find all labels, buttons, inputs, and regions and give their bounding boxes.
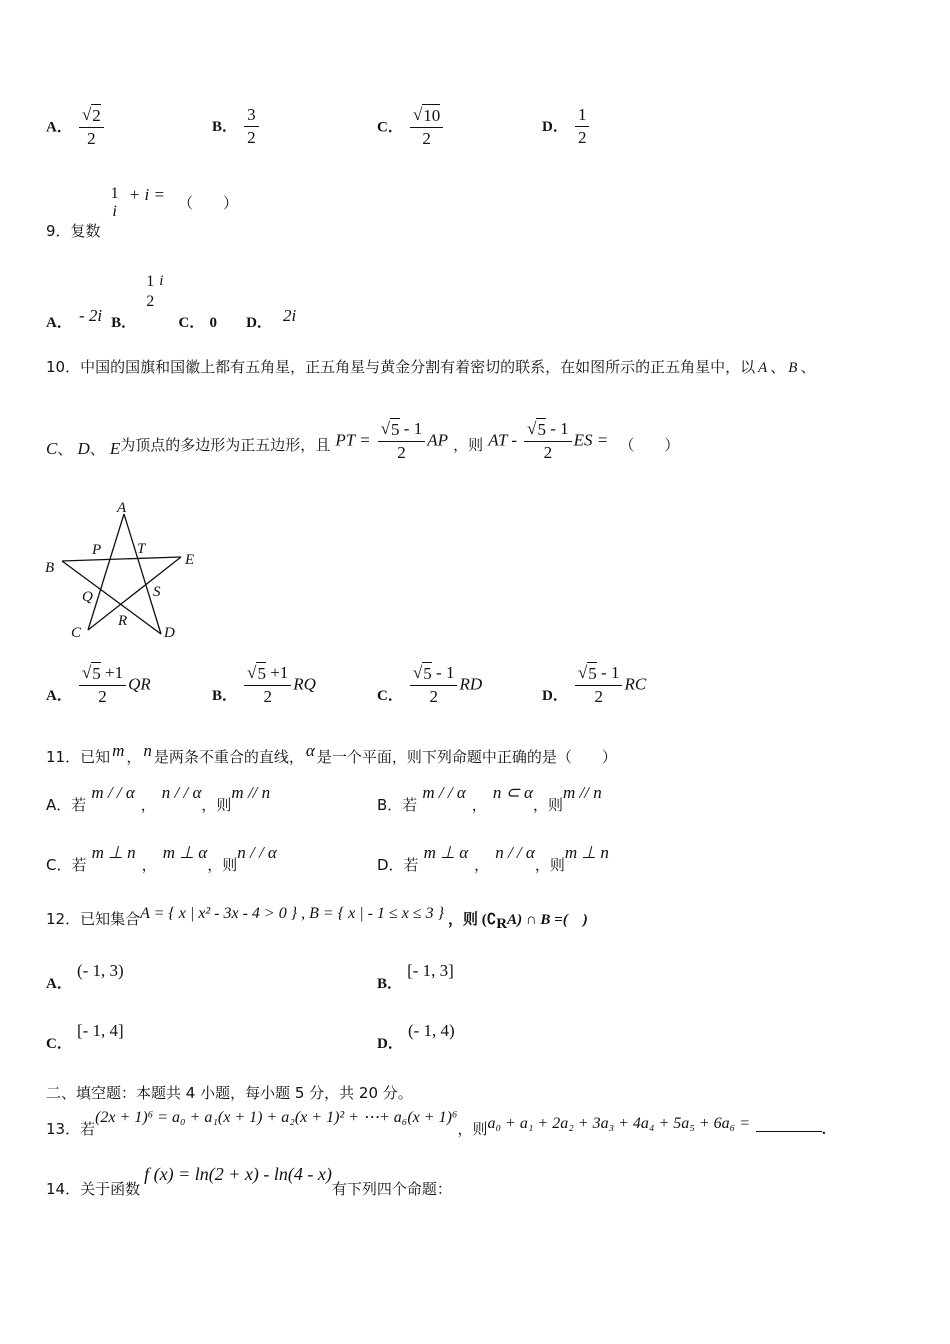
denominator: 2: [429, 687, 438, 706]
q12-option-a: [46, 960, 124, 992]
answer-blank[interactable]: [756, 1131, 822, 1132]
section-heading: 二、填空题：本题共 4 小题，每小题 5 分，共 20 分。: [46, 1084, 413, 1102]
denominator: 2: [422, 129, 431, 148]
numerator: 3: [244, 104, 259, 127]
vector: RD: [459, 674, 483, 694]
option-label: A．: [46, 687, 72, 704]
point-d: D: [77, 438, 90, 458]
radicand: 5: [92, 664, 101, 683]
sign: - 1: [596, 663, 620, 682]
q14-label: 14．关于函数: [46, 1180, 141, 1198]
q9-text: 复数: [70, 221, 101, 240]
q9-options: [46, 272, 297, 331]
denominator: 2: [146, 293, 155, 310]
q11-option-c: C．若 m ⊥ n，m ⊥ α，则n / / α: [46, 843, 277, 874]
minus-one: - 1: [545, 419, 569, 438]
radicand: 5: [537, 420, 546, 439]
fraction: [244, 104, 259, 149]
fraction: √ 2 2: [79, 104, 104, 150]
q10-blank: （ ）: [619, 435, 680, 454]
premise-2: n / / α: [161, 783, 202, 802]
q9-option-c: 0: [209, 314, 217, 331]
separator: 、: [89, 439, 105, 458]
conclusion: m // n: [563, 783, 602, 802]
numerator: 1: [575, 104, 590, 127]
q12-option-c: [46, 1020, 124, 1052]
q9-option-a: - 2i: [78, 305, 103, 325]
then: ，则: [207, 856, 238, 874]
subscript-r: R: [496, 916, 508, 933]
then: ，则: [201, 796, 232, 814]
q12-option-b: [377, 960, 454, 992]
radicand: 10: [423, 106, 441, 125]
q9-expr-tail: + i =: [128, 184, 165, 204]
fraction: √ 10 2: [410, 104, 443, 150]
set-definitions: A = { x | x² - 3x - 4 > 0 } , B = { x | - 1 ≤ x ≤ 3 }: [140, 905, 444, 922]
fraction: √ 5 - 1 2: [410, 662, 458, 708]
q13-target-sum: a₀ + a₁ + 2a₂ + 3a₃ + 4a₄ + 5a₅ + 6a₆ =: [487, 1115, 750, 1132]
denominator: 2: [247, 128, 256, 147]
sign: +1: [100, 663, 124, 682]
q10-option-d: [542, 662, 646, 708]
vector: RC: [624, 674, 647, 694]
label-S: S: [153, 584, 161, 600]
then: ，则: [532, 796, 563, 814]
vector: QR: [128, 674, 151, 694]
q10-line1: [46, 356, 815, 377]
point-b: B: [788, 360, 798, 376]
ap-vector: AP: [427, 430, 448, 450]
fraction: √ 5 - 1 2: [575, 662, 623, 708]
option-label: D．: [377, 1036, 403, 1052]
q13-expansion: (2x + 1)⁶ = a₀ + a₁(x + 1) + a₂(x + 1)² + ⋯+ a₆(x + 1)⁶: [95, 1109, 458, 1126]
q9-option-d-label: D．: [246, 314, 272, 331]
complement-expr: ，则 (∁: [447, 912, 497, 928]
denominator: i: [112, 203, 117, 220]
q8-option-b: [212, 104, 261, 149]
option-label: C．: [377, 687, 403, 704]
golden-ratio-fraction-2: √ 5 - 1 2: [524, 418, 572, 464]
premise-2: m ⊥ α: [162, 843, 208, 862]
premise-1: m ⊥ n: [91, 843, 136, 862]
option-label: D．: [542, 119, 568, 135]
interval: (- 1, 4): [407, 1021, 455, 1040]
q11-option-d: D．若 m ⊥ α，n / / α，则m ⊥ n: [377, 843, 609, 874]
option-label: A．: [46, 976, 72, 992]
q9-option-d: 2i: [283, 305, 297, 325]
premise-1: m ⊥ α: [423, 843, 469, 862]
q8-option-c: [377, 104, 445, 150]
pentagram-figure: [40, 498, 210, 643]
numerator: 1: [110, 185, 119, 202]
q13-label: 13．若: [46, 1120, 96, 1138]
q10-line2: [46, 418, 679, 464]
label-B: B: [45, 560, 55, 576]
q10-option-c: [377, 662, 482, 708]
comma: ，: [126, 748, 142, 766]
q11-option-a: A．若 m / / α，n / / α，则m // n: [46, 783, 271, 814]
option-label: C．若: [46, 856, 87, 874]
premise-2: n / / α: [495, 843, 535, 862]
q12-option-d: [377, 1020, 455, 1052]
q10-condition-text: 为顶点的多边形为正五边形，且: [120, 435, 331, 454]
q13: [46, 1106, 826, 1138]
label-C: C: [71, 625, 82, 641]
option-label: C．: [46, 1036, 72, 1052]
fraction: √ 5 +1 2: [79, 662, 126, 708]
q9-stem: [46, 184, 239, 240]
label-P: P: [92, 542, 102, 558]
interval: (- 1, 3): [76, 961, 124, 980]
option-label: B．: [377, 976, 403, 992]
option-label: B．: [212, 119, 238, 135]
radicand: 5: [257, 664, 266, 683]
premise-2: n ⊂ α: [492, 783, 533, 802]
denominator: 2: [87, 129, 96, 148]
q9-option-b-label: B．: [111, 314, 137, 331]
fraction: [575, 104, 590, 149]
q10-option-a: [46, 662, 151, 708]
golden-ratio-fraction: √ 5 - 1 2: [378, 418, 426, 464]
q11-text-b: 是两条不重合的直线，: [153, 748, 304, 766]
denominator: 2: [263, 687, 272, 706]
option-label: A．: [46, 119, 72, 136]
q9-option-c-label: C．: [178, 314, 205, 331]
conclusion: m // n: [231, 783, 271, 802]
q9-option-b-tail: i: [159, 272, 164, 289]
separator: 、: [57, 439, 73, 458]
option-label: C．: [377, 119, 403, 136]
option-label: B．若: [377, 796, 418, 814]
q9-option-a-label: A．: [46, 314, 72, 331]
q14-tail: 有下列四个命题：: [331, 1180, 452, 1198]
q14: [46, 1164, 452, 1198]
q12-text: 12．已知集合: [46, 910, 141, 928]
var-n: n: [143, 741, 152, 760]
separator: 、: [800, 358, 816, 376]
then-text: ，则: [453, 435, 484, 454]
q10-option-b: [212, 662, 316, 708]
q11-text-c: 是一个平面，则下列命题中正确的是（ ）: [316, 748, 617, 766]
label-A: A: [117, 500, 127, 516]
radicand: 5: [391, 420, 400, 439]
q8-option-a: [46, 104, 106, 150]
radicand: 5: [588, 664, 597, 683]
q10-text: 10．中国的国旗和国徽上都有五角星，正五角星与黄金分割有着密切的联系，在如图所示的正五角星中，以: [46, 358, 756, 376]
interval: [- 1, 4]: [76, 1021, 124, 1040]
q9-fraction: [108, 185, 122, 221]
label-D: D: [164, 625, 175, 641]
option-label: B．: [212, 687, 238, 704]
then: ，则: [457, 1120, 488, 1138]
label-R: R: [118, 613, 128, 629]
var-alpha: α: [305, 741, 315, 760]
q14-function: f (x) = ln(2 + x) - ln(4 - x): [144, 1164, 332, 1184]
vector: RQ: [293, 674, 316, 694]
period: .: [822, 1122, 826, 1138]
interval: [- 1, 3]: [407, 961, 454, 980]
option-label: D．若: [377, 856, 419, 874]
point-a: A: [758, 360, 768, 376]
label-T: T: [137, 541, 146, 557]
label-E: E: [185, 552, 195, 568]
pt-expr-left: PT =: [335, 430, 371, 450]
premise-1: m / / α: [91, 783, 135, 802]
numerator: 1: [146, 273, 155, 290]
q11-option-b: B．若 m / / α，n ⊂ α，则m // n: [377, 783, 602, 814]
conclusion: n / / α: [237, 843, 277, 862]
minus-one: - 1: [399, 419, 423, 438]
point-e: E: [109, 438, 121, 458]
q9-number: 9．: [46, 221, 71, 240]
radicand: 2: [92, 106, 101, 125]
denominator: 2: [397, 443, 406, 462]
q12-stem: [46, 902, 588, 933]
sign: - 1: [431, 663, 455, 682]
denominator: 2: [594, 687, 603, 706]
point-c: C: [46, 438, 58, 458]
premise-1: m / / α: [422, 783, 466, 802]
radicand: 5: [423, 664, 432, 683]
fraction: √ 5 +1 2: [244, 662, 291, 708]
label-Q: Q: [82, 589, 93, 605]
es-expr: ES =: [573, 430, 609, 450]
option-label: D．: [542, 687, 568, 704]
q9-option-b-fraction: [143, 272, 157, 312]
denominator: 2: [98, 687, 107, 706]
conclusion: m ⊥ n: [564, 843, 609, 862]
at-expr: AT -: [488, 430, 518, 450]
option-label: A．若: [46, 796, 87, 814]
q11-text-a: 11．已知: [46, 748, 111, 766]
q8-option-d: [542, 104, 591, 149]
q11-stem: [46, 741, 617, 767]
separator: 、: [770, 358, 786, 376]
complement-expr-tail: A) ∩ B =( ): [507, 912, 588, 928]
sign: +1: [265, 663, 289, 682]
denominator: 2: [577, 128, 587, 147]
q9-blank: （ ）: [178, 193, 239, 212]
denominator: 2: [543, 443, 553, 462]
var-m: m: [112, 741, 125, 760]
then: ，则: [534, 856, 565, 874]
